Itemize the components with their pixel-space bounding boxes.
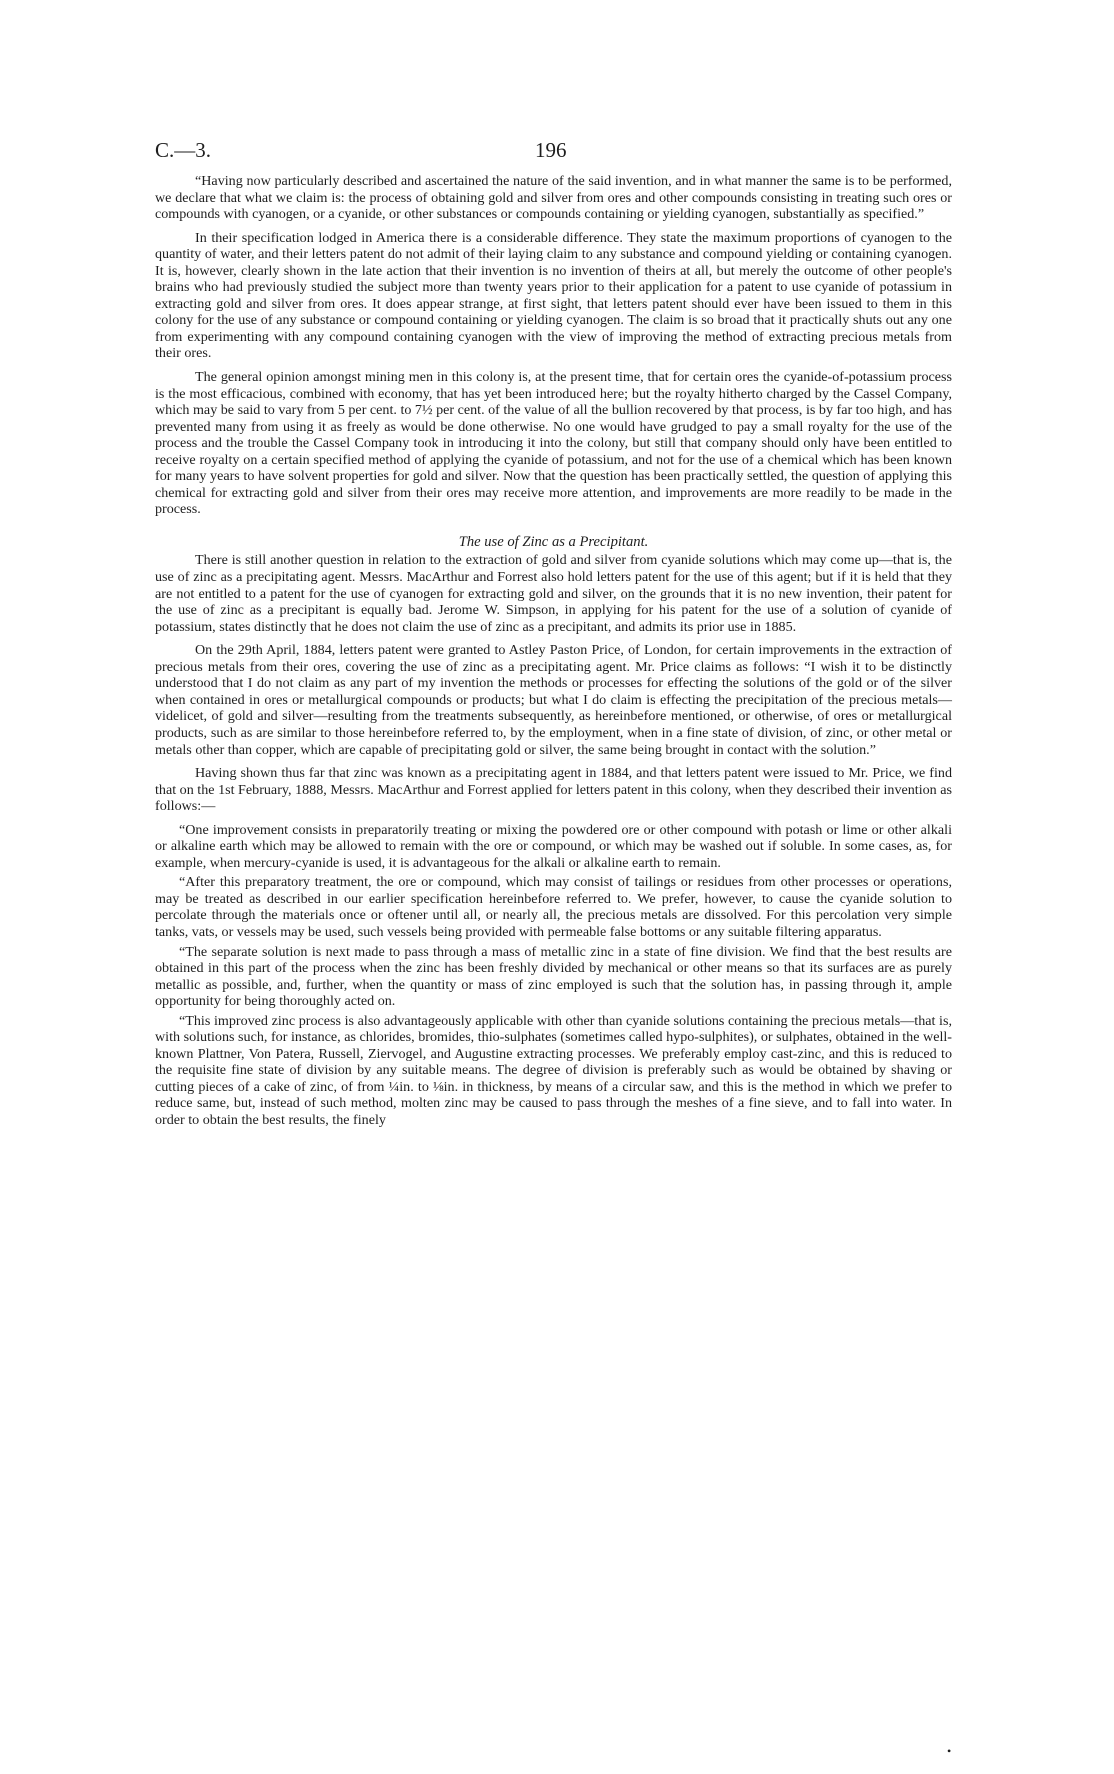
- paragraph-macarthur-forrest: Having shown thus far that zinc was known as a precipitating agent in 1884, and that letters patent were issued to Mr. Price, we find that on the 1st February, 1888, Messrs. MacArthur and Forrest applied for letters patent in this colony, when they described their invention as follows:—: [155, 765, 952, 815]
- body-text: [155, 173, 952, 1132]
- quote-zinc-process: “This improved zinc process is also advantageously applicable with other than cyanide solutions containing the precious metals—that is, with solutions such, for instance, as chlorides, bromides, thio-sulphates (sometimes called hypo-sulphites), or sulphates, obtained in the well-known Plattner, Von Patera, Russell, Ziervogel, and Augustine extracting processes. We preferably employ cast-zinc, and this is reduced to the requisite fine state of division by any suitable means. The degree of division is preferably such as would be obtained by shaving or cutting pieces of a cake of zinc, of from ¼in. to ⅛in. in thickness, by means of a circular saw, and this is the method in which we prefer to reduce same, but, instead of such method, molten zinc may be caused to pass through the meshes of a fine sieve, and to fall into water. In order to obtain the best results, the finely: [155, 1012, 952, 1128]
- stray-mark: •: [947, 1744, 952, 1758]
- page-number: 196: [535, 138, 567, 162]
- document-reference: C.—3.: [155, 138, 212, 162]
- page-header: [155, 138, 955, 168]
- paragraph-general-opinion: The general opinion amongst mining men in this colony is, at the present time, that for certain ores the cyanide-of-potassium process is the most efficacious, combined with economy, that has yet been introduced here; but the royalty hitherto charged by the Cassel Company, which may be said to vary from 5 per cent. to 7½ per cent. of the value of all the bullion recovered by that process, is by far too high, and has prevented many from using it as freely as would be done otherwise. No one would have grudged to pay a small royalty for the use of the process and the trouble the Cassel Company took in introducing it into the colony, but still that company should only have been entitled to receive royalty on a certain specified method of applying the cyanide of potassium, and not for the use of a chemical which has been known for many years to have solvent properties for gold and silver. Now that the question has been practically settled, the question of applying this chemical for extracting gold and silver from their ores may receive more attention, and improvements are more readily to be made in the process.: [155, 369, 952, 518]
- quote-preparatory-treatment: “After this preparatory treatment, the ore or compound, which may consist of tailings or residues from other processes or operations, may be treated as described in our earlier specification hereinbefore referred to. We prefer, however, to cause the cyanide solution to percolate through the materials once or oftener until all, or nearly all, the precious metals are dissolved. For this percolation very simple tanks, vats, or vessels may be used, such vessels being provided with permeable false bottoms or any suitable filtering apparatus.: [155, 874, 952, 940]
- paragraph-price-patent: On the 29th April, 1884, letters patent were granted to Astley Paston Price, of London, for certain improvements in the extraction of precious metals from their ores, covering the use of zinc as a precipitating agent. Mr. Price claims as follows: “I wish it to be distinctly understood that I do not claim as any part of my invention the methods or processes for effecting the solutions of the gold or of the silver when contained in ores or metallurgical compounds or products; but what I do claim is effecting the precipitation of the precious metals—videlicet, of gold and silver—resulting from the treatments subsequently, as hereinbefore mentioned, or otherwise, of ores or metallurgical products, such as are similar to those hereinbefore referred to, by the employment, when in a fine state of division, of zinc, or other metal or metals other than copper, which are capable of precipitating gold or silver, the same being brought in contact with the solution.”: [155, 642, 952, 758]
- paragraph-zinc-question: There is still another question in relation to the extraction of gold and silver from cyanide solutions which may come up—that is, the use of zinc as a precipitating agent. Messrs. MacArthur and Forrest also hold letters patent for the use of this agent; but if it is held that they are not entitled to a patent for the use of cyanogen for extracting gold and silver, on the grounds that it is no new invention, their patent for the use of zinc as a precipitant is equally bad. Jerome W. Simpson, in applying for his patent for the use of a solution of cyanide of potassium, states distinctly that he does not claim the use of zinc as a precipitant, and admits its prior use in 1885.: [155, 552, 952, 635]
- section-heading: The use of Zinc as a Precipitant.: [458, 533, 649, 550]
- paragraph-quoted-claim: “Having now particularly described and ascertained the nature of the said invention, and in what manner the same is to be performed, we declare that what we claim is: the process of obtaining gold and silver from ores and other compounds consisting in treating such ores or compounds with cyanogen, or a cyanide, or other substances or compounds containing or yielding cyanogen, substantially as specified.”: [155, 173, 952, 223]
- quote-metallic-zinc: “The separate solution is next made to pass through a mass of metallic zinc in a state of fine division. We find that the best results are obtained in this part of the process when the zinc has been freshly divided by mechanical or other means so that its surfaces are as purely metallic as possible, and, further, when the quantity or mass of zinc employed is such that the solution has, in passing through it, ample opportunity for being thoroughly acted on.: [155, 943, 952, 1010]
- quote-improvement: “One improvement consists in preparatorily treating or mixing the powdered ore or other compound with potash or lime or other alkali or alkaline earth which may be allowed to remain with the ore or compound, or which may be washed out if soluble. In some cases, as, for example, when mercury-cyanide is used, it is advantageous for the alkali or alkaline earth to remain.: [155, 821, 952, 871]
- paragraph-american-specification: In their specification lodged in America there is a considerable difference. They state the maximum proportions of cyanogen to the quantity of water, and their letters patent do not admit of their laying claim to any substance and compound yielding or containing cyanogen. It is, however, clearly shown in the late action that their invention is no invention of theirs at all, but merely the outcome of other people's brains who had previously studied the subject more than twenty years prior to their application for a patent to use cyanide of potassium in extracting gold and silver from ores. It does appear strange, at first sight, that letters patent should ever have been issued to them in this colony for the use of any substance or compound containing or yielding cyanogen. The claim is so broad that it practically shuts out any one from experimenting with any compound containing cyanogen with the view of improving the method of extracting precious metals from their ores.: [155, 229, 952, 362]
